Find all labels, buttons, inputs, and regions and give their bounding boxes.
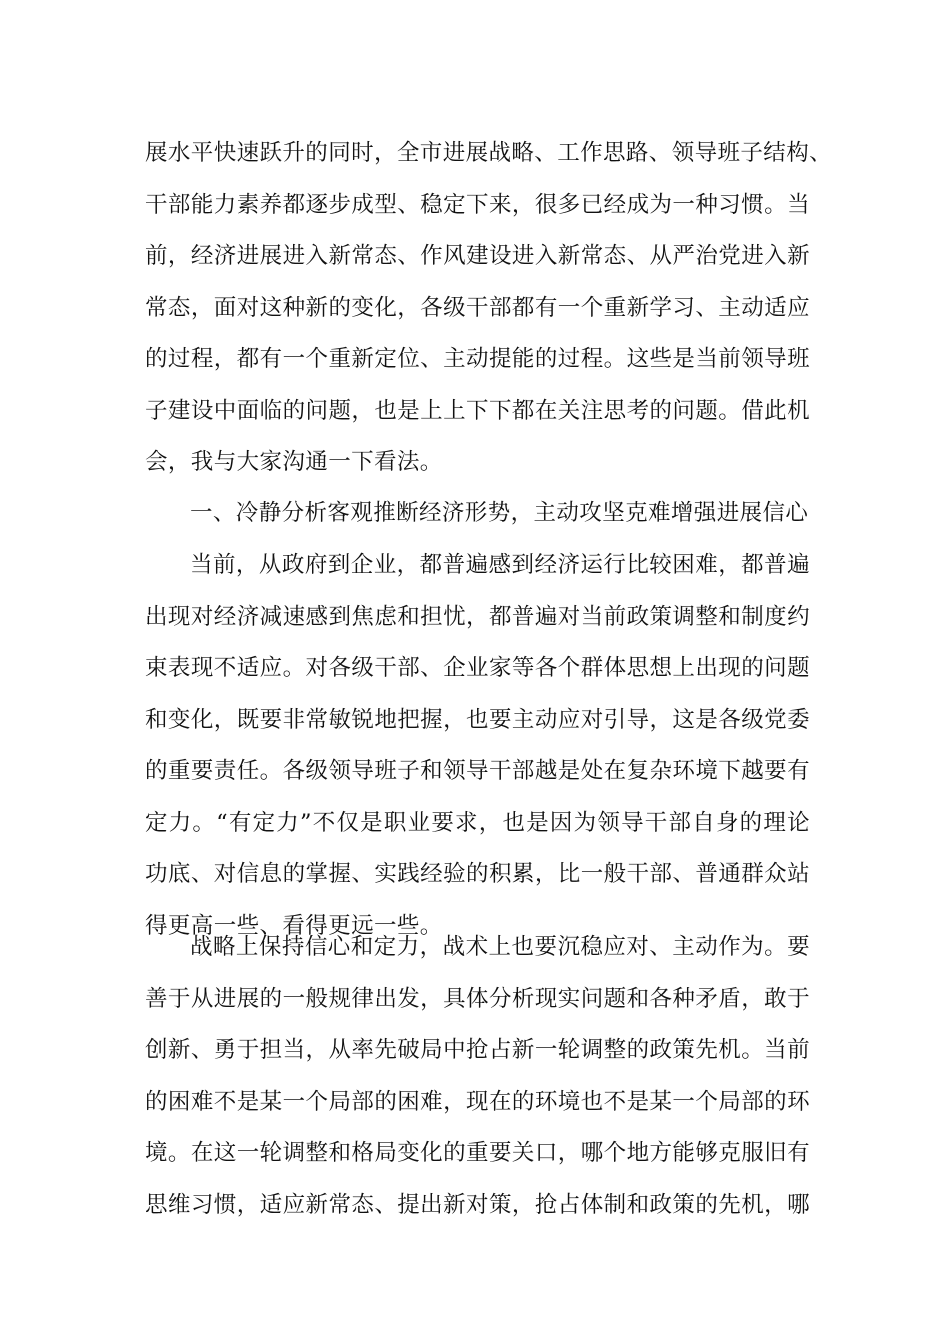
text-line: 子建设中面临的问题，也是上上下下都在关注思考的问题。借此机 bbox=[145, 397, 810, 424]
text-line: 束表现不适应。对各级干部、企业家等各个群体思想上出现的问题 bbox=[145, 655, 810, 681]
text-line: 得更高一些、看得更远一些。 bbox=[145, 912, 443, 939]
paragraph-2 bbox=[145, 540, 810, 952]
section-heading-block bbox=[145, 488, 810, 540]
text-line: 会，我与大家沟通一下看法。 bbox=[145, 449, 443, 475]
text-line: 战略上保持信心和定力，战术上也要沉稳应对、主动作为。要 bbox=[190, 934, 810, 960]
text-line: 创新、勇于担当，从率先破局中抢占新一轮调整的政策先机。当前 bbox=[145, 1037, 810, 1063]
text-line: 善于从进展的一般规律出发，具体分析现实问题和各种矛盾，敢于 bbox=[145, 985, 810, 1012]
text-line: 思维习惯，适应新常态、提出新对策，抢占体制和政策的先机，哪 bbox=[145, 1191, 810, 1218]
text-line: 的过程，都有一个重新定位、主动提能的过程。这些是当前领导班 bbox=[145, 346, 810, 372]
text-line: 出现对经济减速感到焦虑和担忧，都普遍对当前政策调整和制度约 bbox=[145, 603, 810, 630]
text-line: 当前，从政府到企业，都普遍感到经济运行比较困难，都普遍 bbox=[190, 552, 810, 578]
paragraph-1 bbox=[145, 128, 833, 489]
section-heading: 一、冷静分析客观推断经济形势，主动攻坚克难增强进展信心 bbox=[190, 500, 809, 526]
text-line: 前，经济进展进入新常态、作风建设进入新常态、从严治党进入新 bbox=[145, 243, 810, 269]
text-line: 和变化，既要非常敏锐地把握，也要主动应对引导，这是各级党委 bbox=[145, 706, 810, 733]
text-line: 展水平快速跃升的同时，全市进展战略、工作思路、领导班子结构、 bbox=[145, 140, 833, 166]
text-line: 干部能力素养都逐步成型、稳定下来，很多已经成为一种习惯。当 bbox=[145, 191, 810, 218]
text-line: 常态，面对这种新的变化，各级干部都有一个重新学习、主动适应 bbox=[145, 294, 810, 321]
text-line: 境。在这一轮调整和格局变化的重要关口，哪个地方能够克服旧有 bbox=[145, 1140, 810, 1166]
text-line: 的重要责任。各级领导班子和领导干部越是处在复杂环境下越要有 bbox=[145, 758, 810, 784]
paragraph-3 bbox=[145, 922, 810, 1231]
text-line: 定力。“有定力”不仅是职业要求，也是因为领导干部自身的理论 bbox=[145, 809, 810, 836]
text-line: 功底、对信息的掌握、实践经验的积累，比一般干部、普通群众站 bbox=[145, 861, 810, 887]
text-line: 的困难不是某一个局部的困难，现在的环境也不是某一个局部的环 bbox=[145, 1088, 810, 1115]
